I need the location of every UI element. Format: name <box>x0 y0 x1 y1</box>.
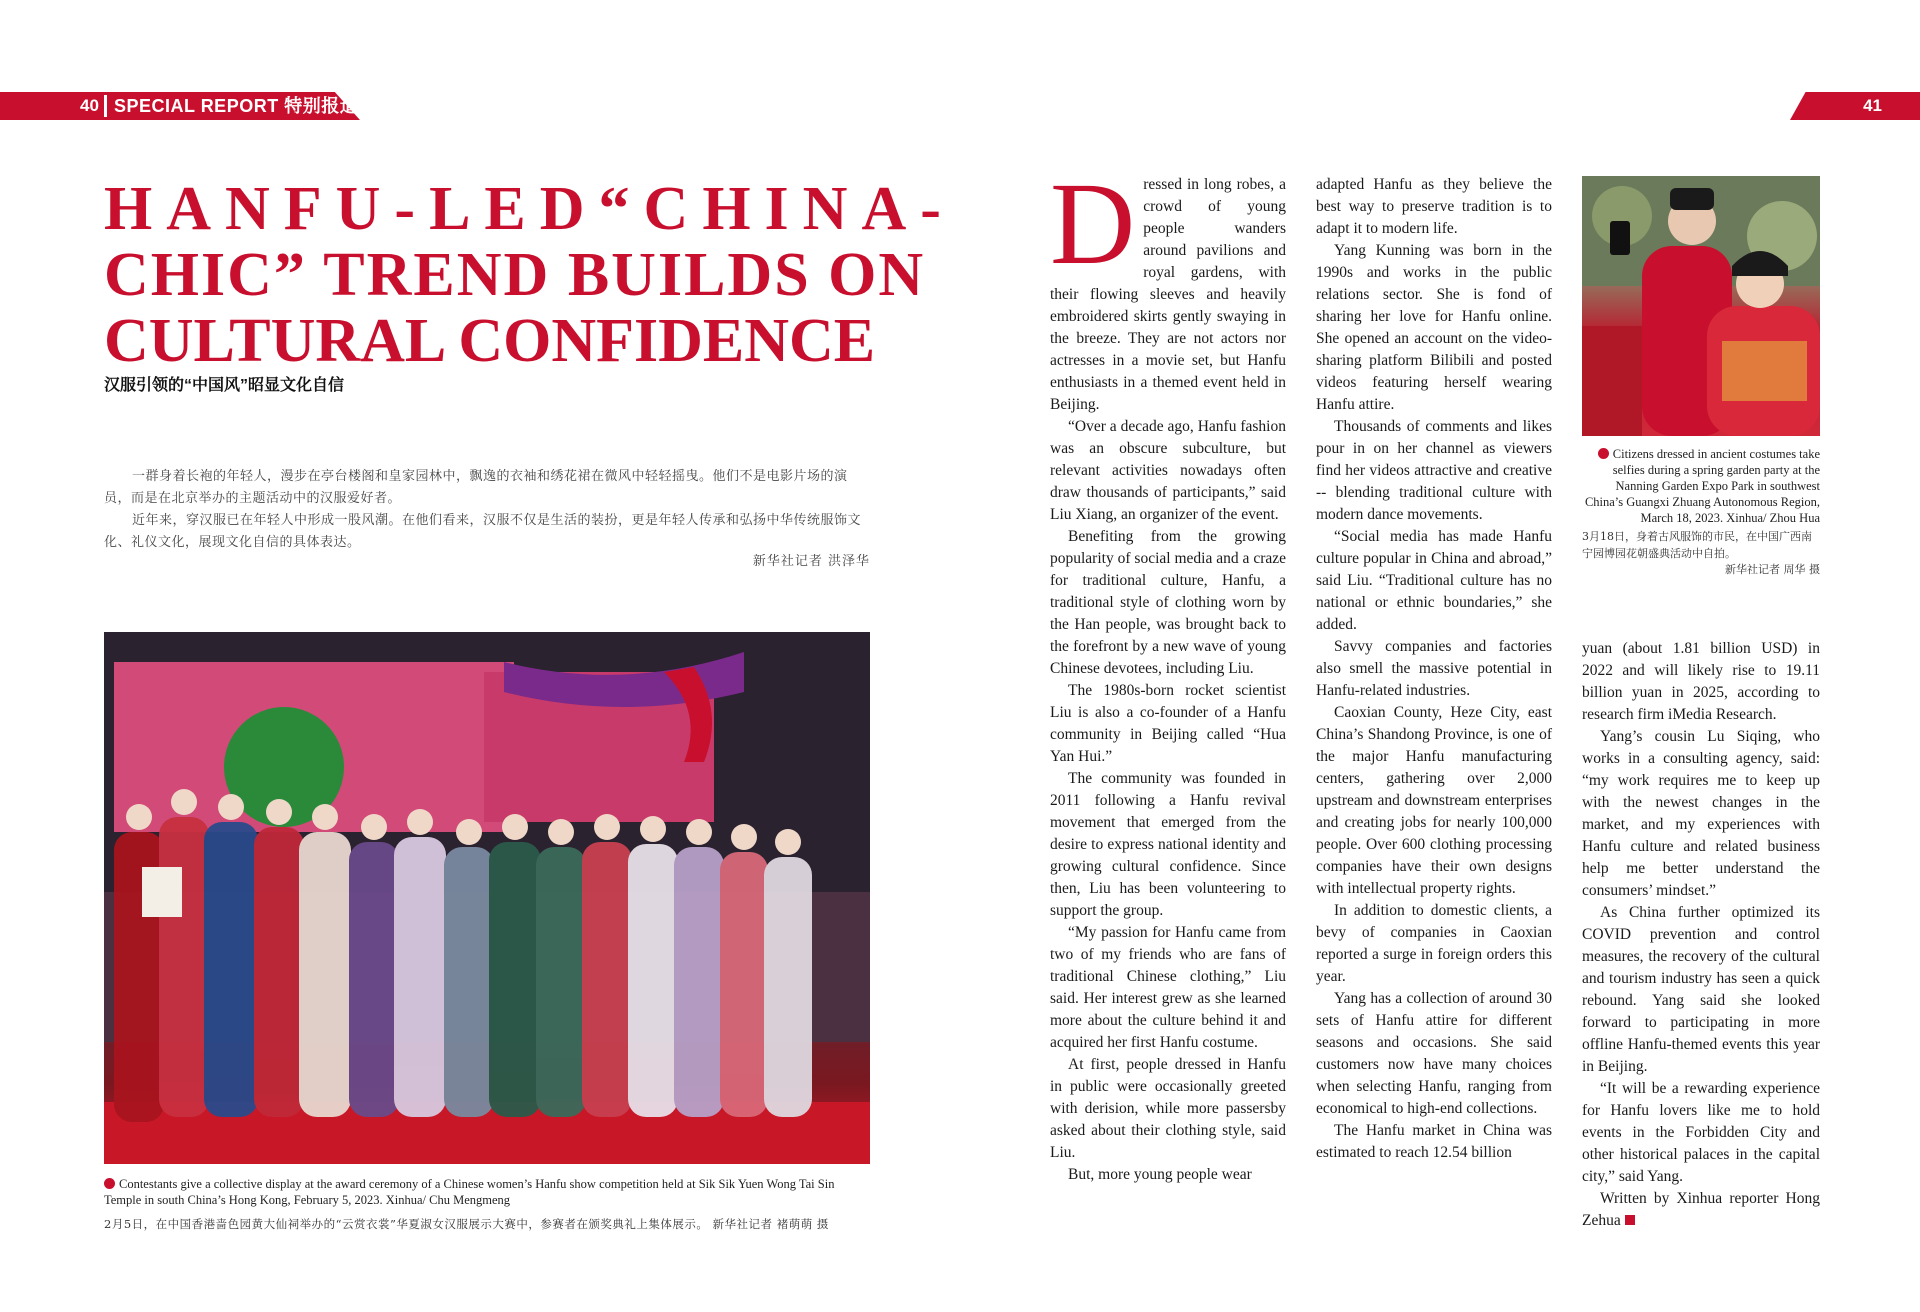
drop-cap: D <box>1050 158 1136 289</box>
header-divider <box>104 95 107 117</box>
body-paragraph: Savvy companies and factories also smell the massive potential in Hanfu-related industries. <box>1316 638 1552 699</box>
article-column-1 <box>1050 158 1286 1229</box>
photo-credit: 新华社记者 周华 摄 <box>1725 563 1820 576</box>
body-paragraph: Benefiting from the growing popularity of social media and a craze for traditional culture, Hanfu, a traditional style of clothing worn by the Han people, was brought back to the forefront by a new wave of young Chinese devotees, including Liu. <box>1050 528 1286 677</box>
caption-english: Citizens dressed in ancient costumes take selfies during a spring garden party at the Nanning Garden Expo Park in southwest China’s Guangxi Zhuang Autonomous Region, March 18, 2023. Xinhua/ Zhou Hua <box>1584 447 1820 525</box>
section-label: SPECIAL REPORT 特别报道 <box>114 96 359 116</box>
body-paragraph: Yang’s cousin Lu Siqing, who works in a consulting agency, said: “my work requires me to keep up with the newest changes in the market, and my experiences with Hanfu culture and related business help me better understand the consumers’ mindset.” <box>1582 728 1820 899</box>
headline-line-3: CULTURAL CONFIDENCE <box>104 307 876 375</box>
body-paragraph: In addition to domestic clients, a bevy of companies in Caoxian reported a surge in foreign orders this year. <box>1316 902 1552 985</box>
body-paragraph: yuan (about 1.81 billion USD) in 2022 and will likely rise to 19.11 billion yuan in 2025, according to research firm iMedia Research. <box>1582 640 1820 723</box>
headline-line-1: HANFU-LED“CHINA- <box>104 175 955 243</box>
caption-chinese: 3月18日，身着古风服饰的市民，在中国广西南宁园博园花朝盛典活动中自拍。 <box>1582 530 1812 560</box>
selfie-illustration <box>1582 176 1820 436</box>
body-paragraph: As China further optimized its COVID prevention and control measures, the recovery of the cultural and tourism industry has seen a quick rebound. Yang said she looked forward to participating in more offline Hanfu-themed events this year in Beijing. <box>1582 904 1820 1075</box>
article-column-3 <box>1582 638 1820 1238</box>
side-photo-caption <box>1582 446 1820 578</box>
body-paragraph: Caoxian County, Heze City, east China’s Shandong Province, is one of the major Hanfu manufacturing centers, gathering over 2,000 upstream and downstream enterprises and creating jobs for nearly 100,000 people. Over 600 clothing processing companies have their own designs with intellectual property rights. <box>1316 704 1552 897</box>
headline-line-2: CHIC” TREND BUILDS ON <box>104 241 926 309</box>
intro-paragraph: 近年来，穿汉服已在年轻人中形成一股风潮。在他们看来，汉服不仅是生活的装扮，更是年轻人传承和弘扬中华传统服饰文化、礼仪文化，展现文化自信的具体表达。 <box>104 513 862 550</box>
chinese-intro <box>104 466 870 554</box>
author-byline: Written by Xinhua reporter Hong Zehua <box>1582 1190 1820 1229</box>
location-pin-icon <box>1598 448 1609 459</box>
caption-chinese: 2月5日，在中国香港啬色园黄大仙祠举办的“云赏衣裳”华夏淑女汉服展示大赛中，参赛者在颁奖典礼上集体展示。 新华社记者 褚萌萌 摄 <box>104 1217 829 1231</box>
caption-english: Contestants give a collective display at the award ceremony of a Chinese women’s Hanfu show competition held at Sik Sik Yuen Wong Tai Sin Temple in south China’s Hong Kong, February 5, 2023. Xinhua/ Chu Mengmeng <box>104 1177 835 1207</box>
body-paragraph: “My passion for Hanfu came from two of my friends who are fans of traditional Chinese clothing,” Liu said. Her interest grew as she learned more about the culture behind it and acquired her first Hanfu costume. <box>1050 924 1286 1051</box>
body-paragraph: Yang has a collection of around 30 sets of Hanfu attire for different seasons and occasions. She said customers now have many choices when selecting Hanfu, ranging from economical to high-end collections. <box>1316 990 1552 1117</box>
end-of-article-mark <box>1625 1215 1635 1225</box>
left-page-number: 40 <box>80 96 99 115</box>
article-headline <box>104 175 955 375</box>
hanfu-contest-illustration <box>104 632 870 1164</box>
intro-paragraph: 一群身着长袍的年轻人，漫步在亭台楼阁和皇家园林中，飘逸的衣袖和绣花裙在微风中轻轻摇曳。他们不是电影片场的演员，而是在北京举办的主题活动中的汉服爱好者。 <box>104 469 848 506</box>
body-paragraph: “Social media has made Hanfu culture popular in China and abroad,” said Liu. “Traditional culture has no national or ethnic boundaries,” she added. <box>1316 528 1552 633</box>
body-paragraph: The Hanfu market in China was estimated to reach 12.54 billion <box>1316 1122 1552 1161</box>
body-paragraph: “Over a decade ago, Hanfu fashion was an obscure subculture, but relevant activities nowadays often draw thousands of participants,” said Liu Xiang, an organizer of the event. <box>1050 418 1286 523</box>
chinese-subtitle: 汉服引领的“中国风”昭显文化自信 <box>104 377 345 394</box>
body-paragraph: At first, people dressed in Hanfu in public were occasionally greeted with derision, while more passersby asked about their clothing style, said Liu. <box>1050 1056 1286 1161</box>
body-paragraph: “It will be a rewarding experience for Hanfu lovers like me to hold events in the Forbidden City and other historical palaces in the capital city,” said Yang. <box>1582 1080 1820 1185</box>
hanfu-contest-photo <box>104 632 870 1164</box>
main-photo-caption <box>104 1176 870 1232</box>
intro-credit: 新华社记者 洪泽华 <box>752 554 870 569</box>
body-paragraph: Thousands of comments and likes pour in on her channel as viewers find her videos attractive and creative -- blending traditional culture with modern dance movements. <box>1316 418 1552 523</box>
article-column-2 <box>1316 174 1552 1229</box>
location-pin-icon <box>104 1178 115 1189</box>
right-page-number: 41 <box>1863 96 1882 115</box>
selfie-photo <box>1582 176 1820 436</box>
body-paragraph: But, more young people wear <box>1068 1166 1252 1183</box>
body-paragraph: adapted Hanfu as they believe the best way to preserve tradition is to adapt it to modern life. <box>1316 176 1552 237</box>
right-page-header-bar <box>1790 92 1920 120</box>
body-paragraph: Yang Kunning was born in the 1990s and works in the public relations sector. She is fond of sharing her love for Hanfu online. She opened an account on the video-sharing platform Bilibili and posted videos featuring herself wearing Hanfu attire. <box>1316 242 1552 413</box>
body-paragraph: The 1980s-born rocket scientist Liu is also a co-founder of a Hanfu community in Beijing called “Hua Yan Hui.” <box>1050 682 1286 765</box>
body-paragraph: ressed in long robes, a crowd of young people wanders around pavilions and royal gardens, with their flowing sleeves and heavily embroidered skirts gently swaying in the breeze. They are not actors nor actresses in a movie set, but Hanfu enthusiasts in a themed event held in Beijing. <box>1050 176 1286 413</box>
body-paragraph: The community was founded in 2011 following a Hanfu revival movement that emerged from the desire to express national identity and growing cultural confidence. Since then, Liu has been volunteering to support the group. <box>1050 770 1286 919</box>
